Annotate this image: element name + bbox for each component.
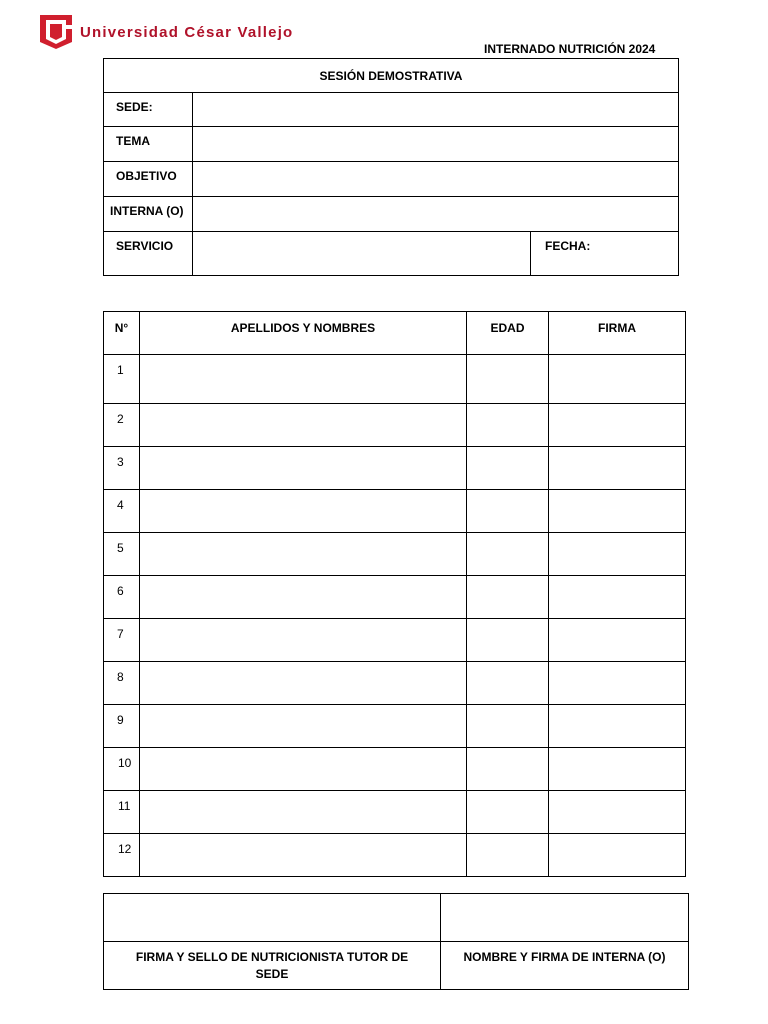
document-header: INTERNADO NUTRICIÓN 2024 (484, 42, 656, 56)
name-cell[interactable] (140, 355, 467, 404)
table-row (104, 619, 686, 662)
name-cell[interactable] (140, 576, 467, 619)
name-cell[interactable] (140, 619, 467, 662)
col-header-number: N° (104, 312, 140, 355)
age-cell[interactable] (467, 619, 549, 662)
table-row (104, 705, 686, 748)
age-cell[interactable] (467, 404, 549, 447)
table-row (104, 662, 686, 705)
row-number: 3 (104, 447, 140, 490)
name-cell[interactable] (140, 705, 467, 748)
attendance-table (103, 311, 686, 877)
session-form-table (103, 58, 679, 276)
logo-wordmark: Universidad César Vallejo (80, 23, 294, 41)
signature-cell[interactable] (549, 662, 686, 705)
row-number: 1 (104, 355, 140, 404)
table-row (104, 490, 686, 533)
signature-table (103, 893, 689, 990)
row-number: 12 (104, 834, 140, 877)
servicio-field[interactable] (193, 232, 531, 276)
age-cell[interactable] (467, 355, 549, 404)
fecha-label: FECHA: (545, 239, 591, 253)
interna-field[interactable] (193, 197, 679, 232)
table-row (104, 447, 686, 490)
age-cell[interactable] (467, 662, 549, 705)
age-cell[interactable] (467, 748, 549, 791)
row-number: 7 (104, 619, 140, 662)
col-header-age: EDAD (467, 312, 549, 355)
signature-cell[interactable] (549, 533, 686, 576)
age-cell[interactable] (467, 576, 549, 619)
signature-cell[interactable] (549, 834, 686, 877)
age-cell[interactable] (467, 791, 549, 834)
signature-cell[interactable] (549, 619, 686, 662)
col-header-signature: FIRMA (549, 312, 686, 355)
table-row (104, 748, 686, 791)
attendance-header-row (104, 312, 686, 355)
interna-label: INTERNA (O) (104, 197, 193, 232)
table-row (104, 355, 686, 404)
row-number: 11 (104, 791, 140, 834)
university-logo (40, 15, 293, 49)
table-row (104, 576, 686, 619)
form-title: SESIÓN DEMOSTRATIVA (104, 59, 679, 93)
age-cell[interactable] (467, 533, 549, 576)
row-number: 10 (104, 748, 140, 791)
objetivo-field[interactable] (193, 162, 679, 197)
name-cell[interactable] (140, 834, 467, 877)
table-row (104, 533, 686, 576)
signature-cell[interactable] (549, 404, 686, 447)
signature-cell[interactable] (549, 355, 686, 404)
age-cell[interactable] (467, 490, 549, 533)
intern-signature-box[interactable] (441, 894, 689, 942)
name-cell[interactable] (140, 662, 467, 705)
signature-cell[interactable] (549, 490, 686, 533)
shield-logo-icon (40, 15, 72, 49)
age-cell[interactable] (467, 705, 549, 748)
signature-cell[interactable] (549, 748, 686, 791)
row-number: 4 (104, 490, 140, 533)
table-row (104, 404, 686, 447)
age-cell[interactable] (467, 834, 549, 877)
row-number: 8 (104, 662, 140, 705)
row-number: 2 (104, 404, 140, 447)
signature-cell[interactable] (549, 791, 686, 834)
name-cell[interactable] (140, 791, 467, 834)
fecha-field[interactable] (531, 232, 679, 276)
name-cell[interactable] (140, 490, 467, 533)
table-row (104, 834, 686, 877)
objetivo-label: OBJETIVO (104, 162, 193, 197)
tema-field[interactable] (193, 127, 679, 162)
name-cell[interactable] (140, 404, 467, 447)
signature-cell[interactable] (549, 705, 686, 748)
table-row (104, 791, 686, 834)
signature-cell[interactable] (549, 447, 686, 490)
row-number: 9 (104, 705, 140, 748)
signature-cell[interactable] (549, 576, 686, 619)
row-number: 5 (104, 533, 140, 576)
name-cell[interactable] (140, 748, 467, 791)
intern-signature-caption: NOMBRE Y FIRMA DE INTERNA (O) (441, 942, 689, 990)
tutor-signature-caption: FIRMA Y SELLO DE NUTRICIONISTA TUTOR DE SEDE (104, 942, 441, 990)
sede-field[interactable] (193, 93, 679, 127)
name-cell[interactable] (140, 447, 467, 490)
tutor-signature-box[interactable] (104, 894, 441, 942)
row-number: 6 (104, 576, 140, 619)
servicio-label: SERVICIO (104, 232, 193, 276)
col-header-names: APELLIDOS Y NOMBRES (140, 312, 467, 355)
sede-label: SEDE: (104, 93, 193, 127)
name-cell[interactable] (140, 533, 467, 576)
age-cell[interactable] (467, 447, 549, 490)
tema-label: TEMA (104, 127, 193, 162)
